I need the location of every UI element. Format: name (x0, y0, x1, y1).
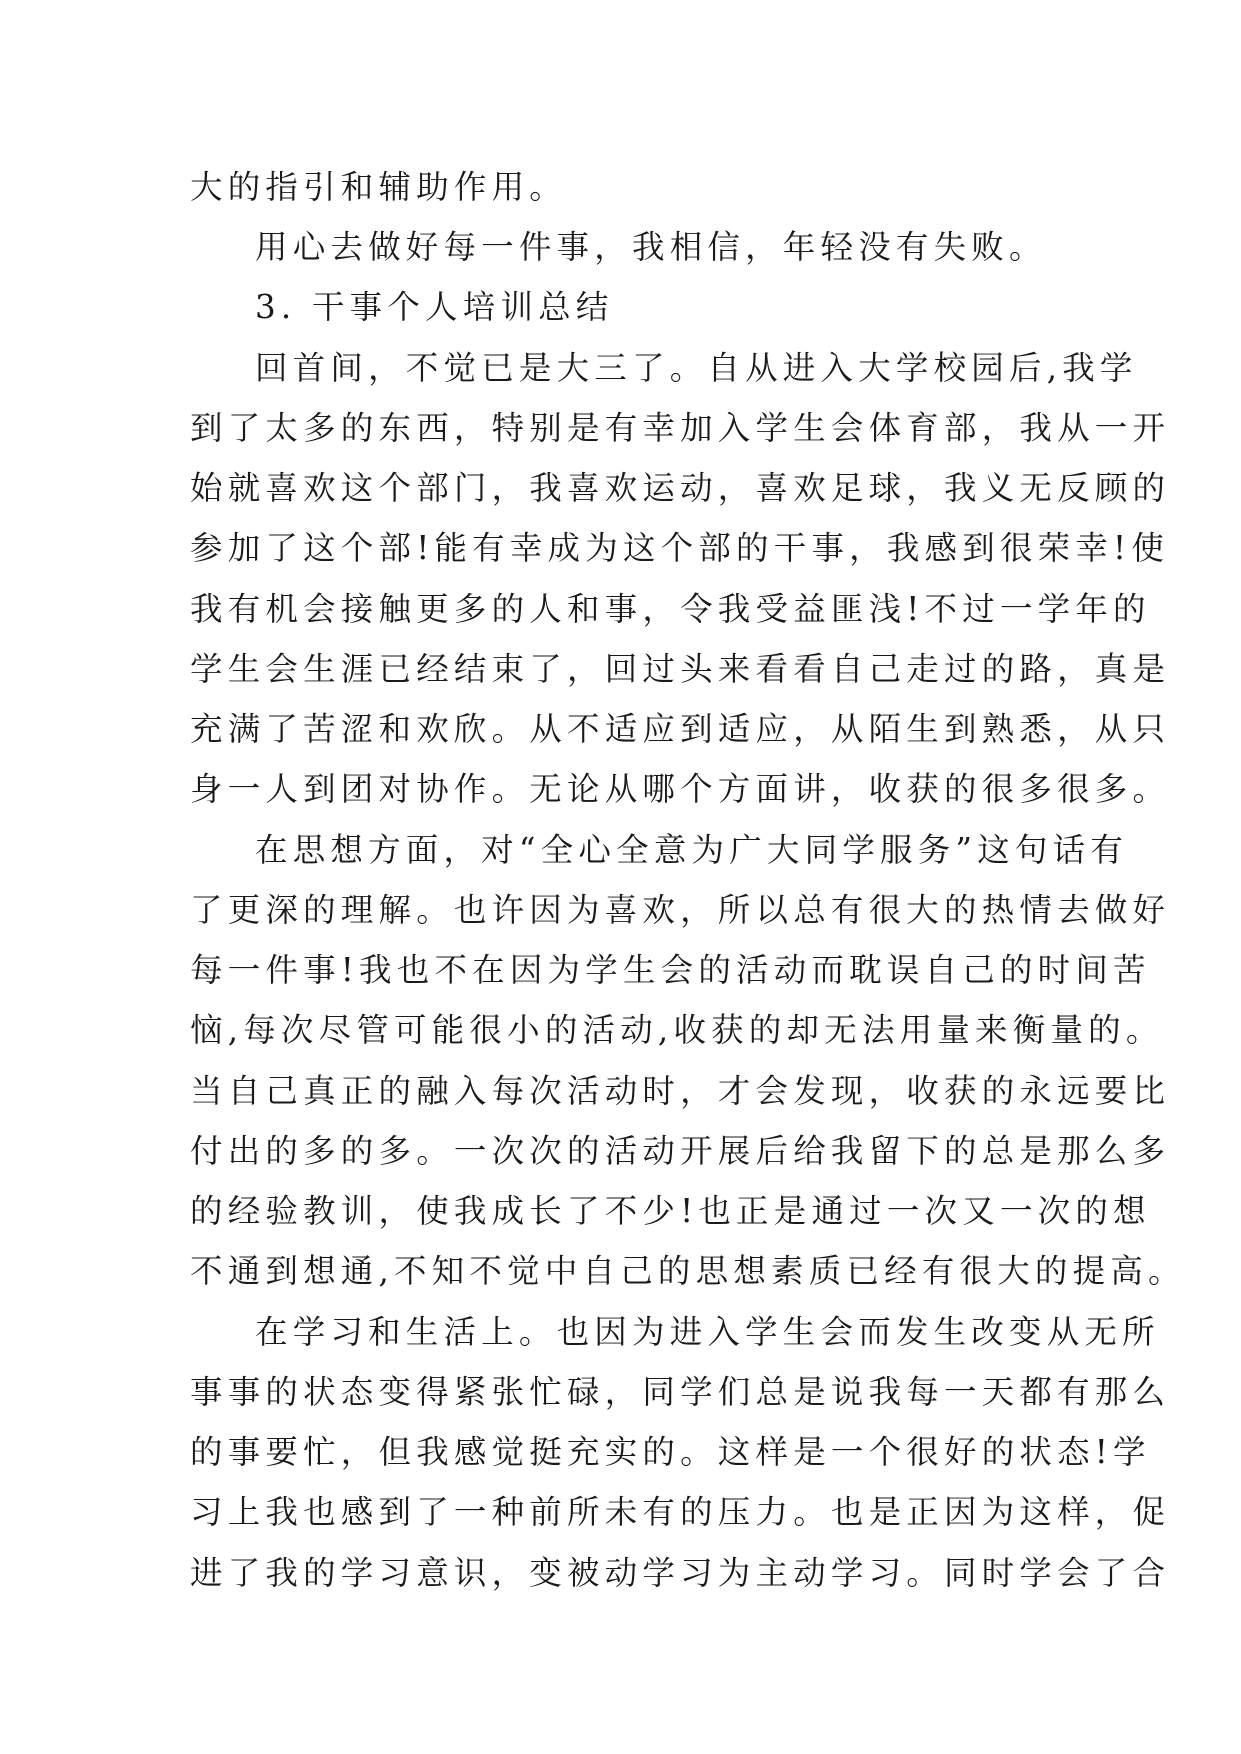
text-line: 当自己真正的融入每次活动时，才会发现，收获的永远要比 (190, 1072, 1171, 1110)
text-line: 的事要忙，但我感觉挺充实的。这样是一个很好的状态!学 (190, 1433, 1151, 1471)
text-line: 每一件事!我也不在因为学生会的活动而耽误自己的时间苦 (190, 951, 1151, 989)
text-line: 的经验教训，使我成长了不少!也正是通过一次又一次的想 (190, 1192, 1151, 1230)
text-line: 恼,每次尽管可能很小的活动,收获的却无法用量来衡量的。 (190, 1011, 1164, 1049)
text-line: 事事的状态变得紧张忙碌，同学们总是说我每一天都有那么 (190, 1373, 1171, 1411)
text-line: 用心去做好每一件事，我相信，年轻没有失败。 (255, 228, 1047, 266)
text-line: 大的指引和辅助作用。 (190, 168, 568, 206)
text-line: 回首间，不觉已是大三了。自从进入大学校园后,我学 (255, 349, 1138, 387)
text-line: 在思想方面，对“全心全意为广大同学服务”这句话有 (255, 831, 1129, 869)
text-line: 充满了苦涩和欢欣。从不适应到适应，从陌生到熟悉，从只 (190, 710, 1171, 748)
text-line: 我有机会接触更多的人和事，令我受益匪浅!不过一学年的 (190, 590, 1151, 628)
text-line: 到了太多的东西，特别是有幸加入学生会体育部，我从一开 (190, 409, 1171, 447)
text-line: 付出的多的多。一次次的活动开展后给我留下的总是那么多 (190, 1132, 1171, 1170)
text-line: 在学习和生活上。也因为进入学生会而发生改变从无所 (255, 1313, 1160, 1351)
text-line: 进了我的学习意识，变被动学习为主动学习。同时学会了合 (190, 1554, 1171, 1592)
text-line: 习上我也感到了一种前所未有的压力。也是正因为这样，促 (190, 1493, 1171, 1531)
text-line: 始就喜欢这个部门，我喜欢运动，喜欢足球，我义无反顾的 (190, 469, 1171, 507)
text-line: 学生会生涯已经结束了，回过头来看看自己走过的路，真是 (190, 650, 1171, 688)
text-line: 参加了这个部!能有幸成为这个部的干事，我感到很荣幸!使 (190, 529, 1170, 567)
section-heading: 3. 干事个人培训总结 (255, 288, 614, 326)
text-line: 了更深的理解。也许因为喜欢，所以总有很大的热情去做好 (190, 891, 1171, 929)
text-line: 身一人到团对协作。无论从哪个方面讲，收获的很多很多。 (190, 770, 1171, 808)
text-line: 不通到想通,不知不觉中自己的思想素质已经有很大的提高。 (190, 1252, 1186, 1290)
